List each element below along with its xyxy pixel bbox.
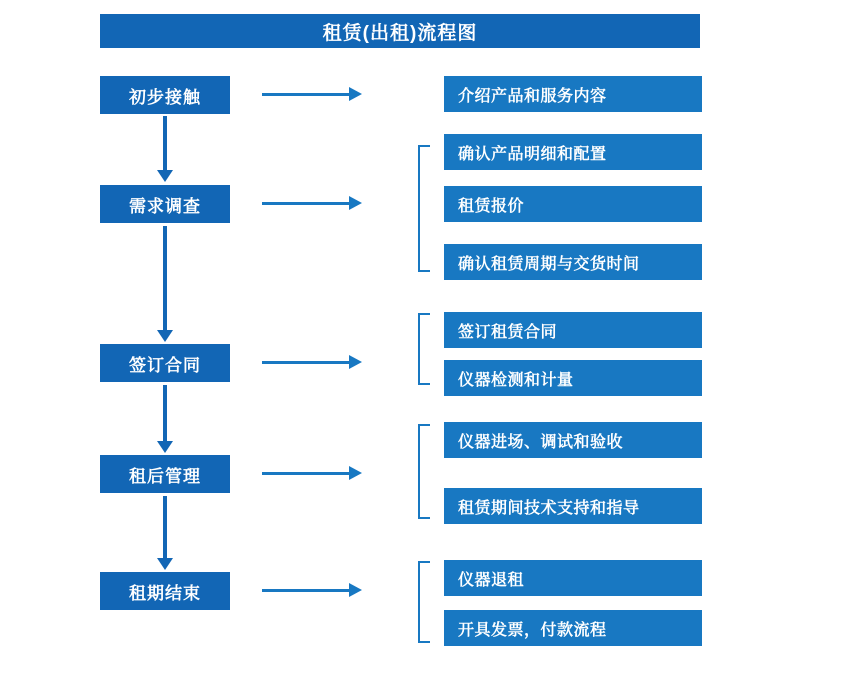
bracket-group-demand-survey <box>418 145 430 272</box>
detail-box-rental-quote[interactable]: 租赁报价 <box>444 186 702 222</box>
bracket-group-post-rental <box>418 424 430 519</box>
detail-box-instrument-inspection[interactable]: 仪器检测和计量 <box>444 360 702 396</box>
down-arrow-icon-4 <box>163 496 167 559</box>
page-title: 租赁(出租)流程图 <box>100 14 700 48</box>
bracket-group-rental-end <box>418 561 430 643</box>
stage-box-post-rental-management[interactable]: 租后管理 <box>100 455 230 493</box>
detail-box-technical-support[interactable]: 租赁期间技术支持和指导 <box>444 488 702 524</box>
stage-box-sign-contract[interactable]: 签订合同 <box>100 344 230 382</box>
detail-box-invoice-payment[interactable]: 开具发票，付款流程 <box>444 610 702 646</box>
detail-box-instrument-entry-commissioning[interactable]: 仪器进场、调试和验收 <box>444 422 702 458</box>
detail-box-confirm-rental-period[interactable]: 确认租赁周期与交货时间 <box>444 244 702 280</box>
detail-box-confirm-product-details[interactable]: 确认产品明细和配置 <box>444 134 702 170</box>
down-arrow-icon-1 <box>163 116 167 171</box>
stage-box-initial-contact[interactable]: 初步接触 <box>100 76 230 114</box>
bracket-group-sign-contract <box>418 313 430 385</box>
right-arrow-icon-2 <box>262 202 350 205</box>
down-arrow-icon-2 <box>163 226 167 331</box>
down-arrow-icon-3 <box>163 385 167 442</box>
stage-box-demand-survey[interactable]: 需求调查 <box>100 185 230 223</box>
detail-box-sign-rental-contract[interactable]: 签订租赁合同 <box>444 312 702 348</box>
right-arrow-icon-4 <box>262 472 350 475</box>
detail-box-instrument-return[interactable]: 仪器退租 <box>444 560 702 596</box>
right-arrow-icon-1 <box>262 93 350 96</box>
detail-box-introduce-products[interactable]: 介绍产品和服务内容 <box>444 76 702 112</box>
right-arrow-icon-3 <box>262 361 350 364</box>
stage-box-rental-end[interactable]: 租期结束 <box>100 572 230 610</box>
right-arrow-icon-5 <box>262 589 350 592</box>
